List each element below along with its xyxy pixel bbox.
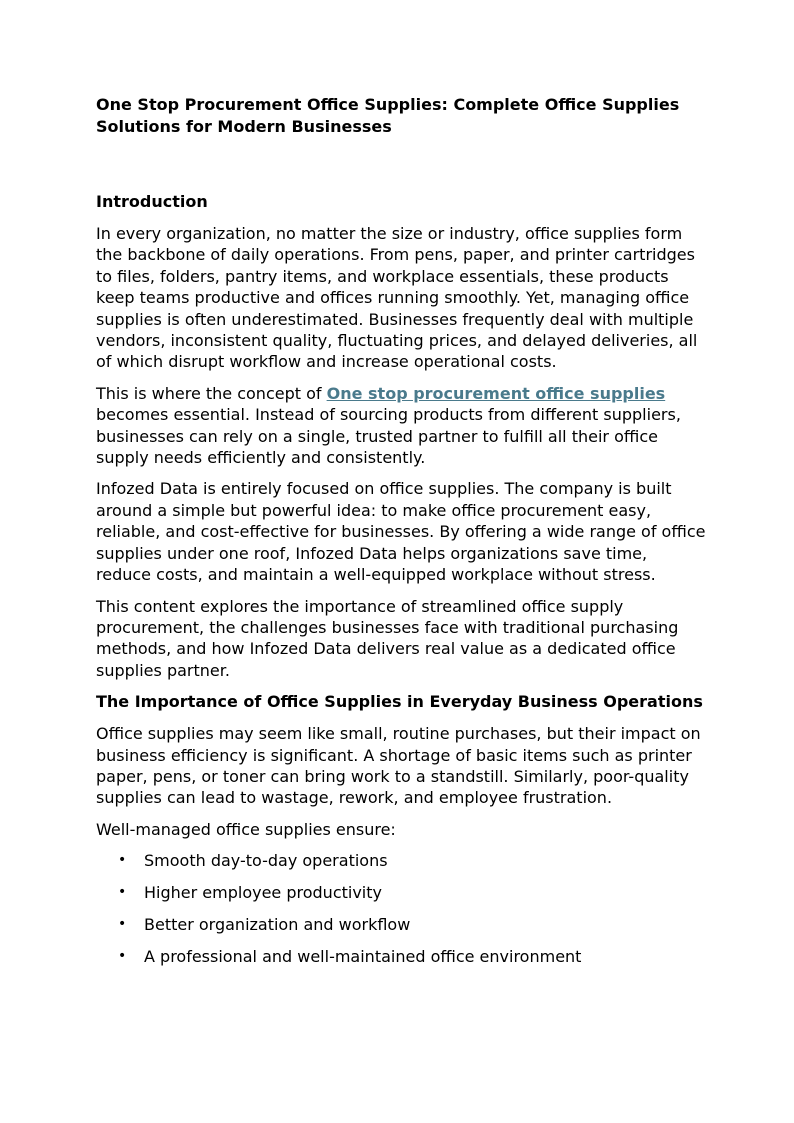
list-item-text: Higher employee productivity (144, 883, 382, 903)
list-item-text: Smooth day-to-day operations (144, 851, 388, 871)
intro-paragraph-1: In every organization, no matter the size or industry, office supplies form the backbone of daily operations. From pens, paper, and printer cartridges to files, folders, pantry items, and workplace essentials, these products keep teams productive and offices running smoothly. Yet, managing office supplies is often underestimated. Businesses frequently deal with multiple vendors, inconsistent quality, fluctuating prices, and delayed deliveries, all of which disrupt workflow and increase operational costs. (96, 224, 698, 372)
bullet-icon: • (118, 852, 127, 869)
document-title: One Stop Procurement Office Supplies: Complete Office Supplies Solutions for Modern Businesses (96, 95, 680, 136)
importance-paragraph-2: Well-managed office supplies ensure: (96, 819, 396, 839)
document-page (96, 94, 706, 978)
list-item (96, 850, 706, 871)
bullet-icon: • (118, 916, 127, 933)
list-item-text: Better organization and workflow (144, 915, 411, 935)
benefits-list (96, 850, 706, 967)
bullet-icon: • (118, 948, 127, 965)
list-item (96, 914, 706, 935)
bullet-icon: • (118, 884, 127, 901)
importance-heading: The Importance of Office Supplies in Everyday Business Operations (96, 692, 703, 712)
intro-paragraph-4: This content explores the importance of streamlined office supply procurement, the challenges businesses face with traditional purchasing methods, and how Infozed Data delivers real value as a dedicated office supplies partner. (96, 596, 679, 680)
list-item (96, 882, 706, 903)
intro-paragraph-2-lead: This is where the concept of (96, 383, 327, 403)
introduction-heading: Introduction (96, 192, 208, 211)
procurement-link[interactable]: One stop procurement office supplies (326, 383, 666, 403)
intro-paragraph-2 (96, 383, 706, 469)
intro-paragraph-3: Infozed Data is entirely focused on office supplies. The company is built around a simple but powerful idea: to make office procurement easy, reliable, and cost-effective for businesses. By offering a wide range of office supplies under one roof, Infozed Data helps organizations save time, reduce costs, and maintain a well-equipped workplace without stress. (96, 479, 706, 585)
importance-paragraph-1: Office supplies may seem like small, routine purchases, but their impact on business efficiency is significant. A shortage of basic items such as printer paper, pens, or toner can bring work to a standstill. Similarly, poor-quality supplies can lead to wastage, rework, and employee frustration. (96, 724, 701, 808)
list-item (96, 946, 706, 967)
list-item-text: A professional and well-maintained office environment (144, 947, 582, 967)
intro-paragraph-2-tail: becomes essential. Instead of sourcing products from different suppliers, businesses can rely on a single, trusted partner to fulfill all their office supply needs efficiently and consistently. (96, 405, 681, 468)
